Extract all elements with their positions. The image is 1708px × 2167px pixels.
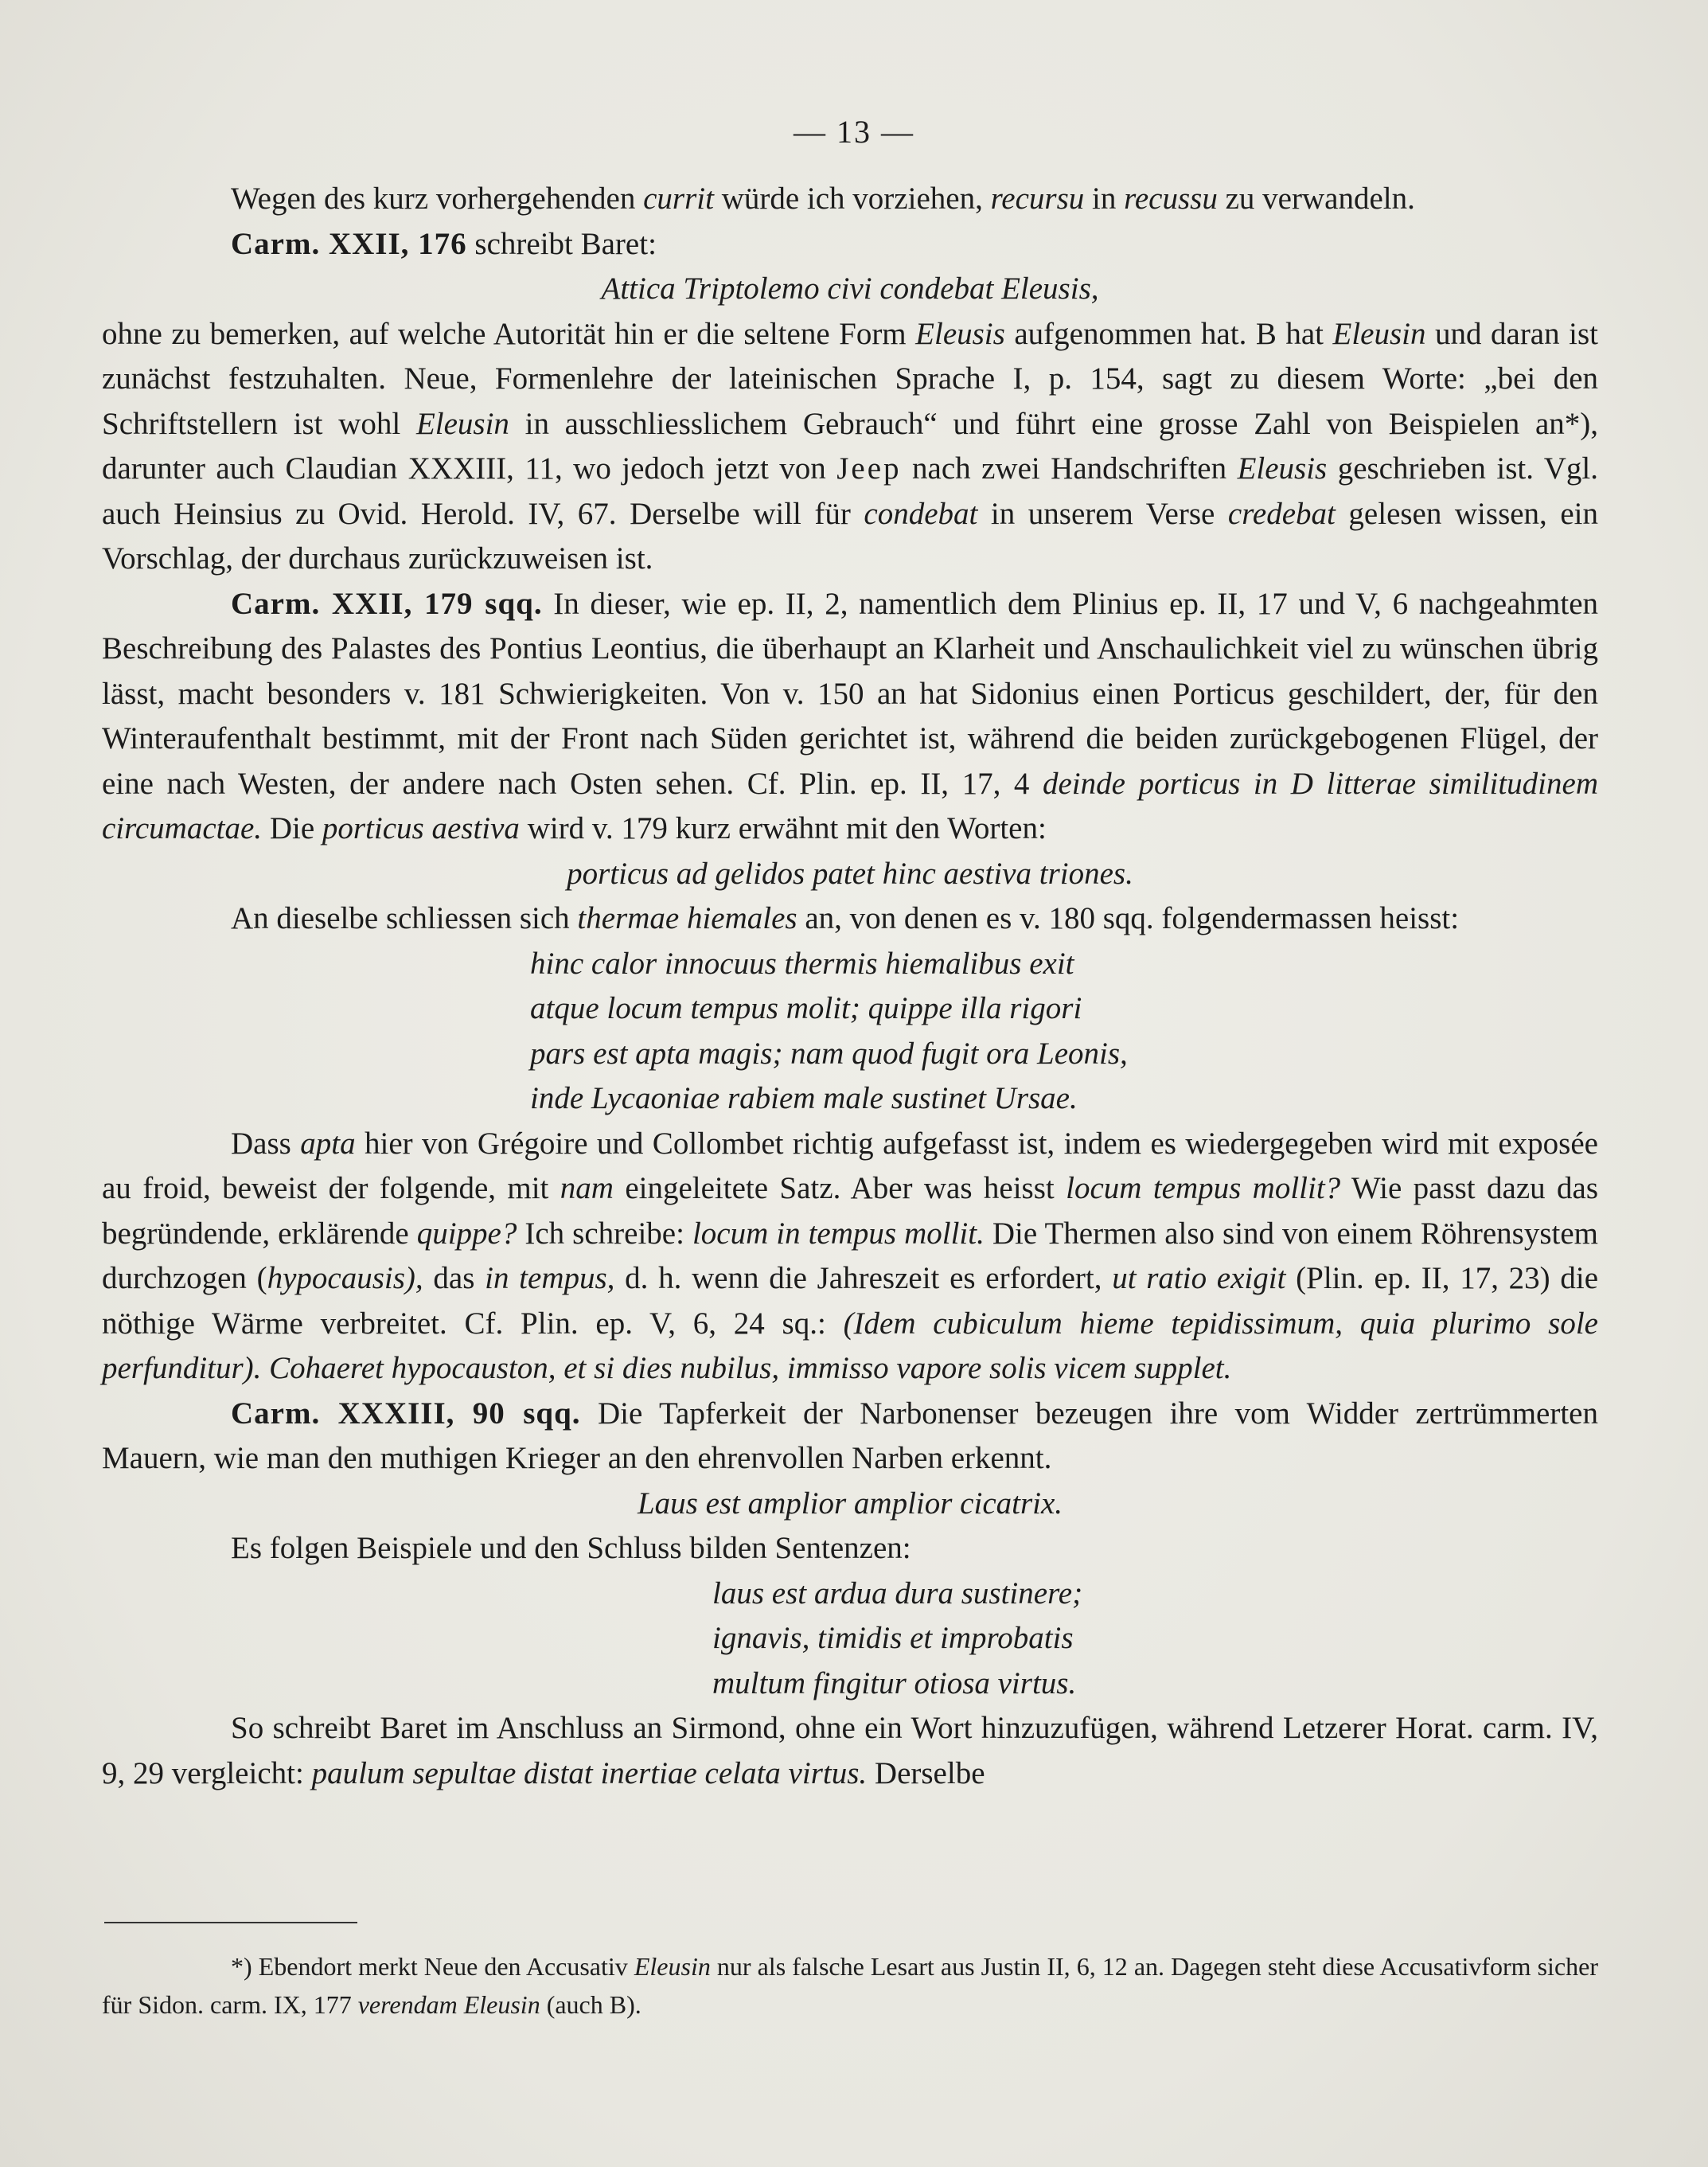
italic-recussu: recussu <box>1124 182 1218 216</box>
paragraph-2: Carm. XXII, 176 schreibt Baret: <box>231 226 657 261</box>
verse-quote-3 <box>102 942 1598 1122</box>
verse-line: inde Lycaoniae rabiem male sustinet Ursae. <box>530 1081 1078 1115</box>
verse-line: hinc calor innocuus thermis hiemalibus exit <box>530 946 1074 981</box>
verse-quote-4: Laus est amplior amplior cicatrix. <box>637 1486 1063 1521</box>
paragraph-3: ohne zu bemerken, auf welche Autorität hin er die seltene Form Eleusis aufgenommen hat. B hat Eleusin und daran ist zunächst festzuhalten. Neue, Formenlehre der lateinischen Sprache I, p. 154, sagt zu diesem Worte: „bei den Schriftstellern ist wohl Eleusin in ausschliesslichem Gebrauch“ und führt eine grosse Zahl von Beispielen an*), darunter auch Claudian XXXIII, 11, wo jedoch jetzt von Jeep nach zwei Handschriften Eleusis geschrieben ist. Vgl. auch Heinsius zu Ovid. Herold. IV, 67. Derselbe will für condebat in unserem Verse credebat gelesen wissen, ein Vorschlag, der durchaus zurückzuweisen ist. <box>102 316 1598 576</box>
section-heading-carm-xxxiii-90: Carm. XXXIII, 90 sqq. <box>231 1396 581 1431</box>
paragraph-7: Carm. XXXIII, 90 sqq. Die Tapferkeit der Narbonenser bezeugen ihre vom Widder zertrümmerten Mauern, wie man den muthigen Krieger an den ehrenvollen Narben erkennt. <box>102 1396 1598 1475</box>
verse-line: pars est apta magis; nam quod fugit ora Leonis, <box>530 1036 1128 1071</box>
section-heading-carm-xxii-179: Carm. XXII, 179 sqq. <box>231 586 543 621</box>
footnote <box>102 1947 1598 2024</box>
spaced-name-jeep: Jeep <box>836 451 902 486</box>
footnote-divider <box>104 1922 357 1923</box>
verse-quote-2: porticus ad gelidos patet hinc aestiva triones. <box>567 856 1133 891</box>
italic-currit: currit <box>643 182 714 216</box>
verse-line: laus est ardua dura sustinere; <box>712 1575 1083 1611</box>
verse-quote-5 <box>102 1572 1598 1707</box>
italic-recursu: recursu <box>990 182 1085 216</box>
paragraph-8: Es folgen Beispiele und den Schluss bilden Sentenzen: <box>231 1531 911 1565</box>
page-number: — 13 — <box>794 114 914 150</box>
section-heading-carm-xxii-176: Carm. XXII, 176 <box>231 226 467 261</box>
verse-line: atque locum tempus molit; quippe illa rigori <box>530 991 1082 1025</box>
body-text <box>102 177 1598 1796</box>
paragraph-9: So schreibt Baret im Anschluss an Sirmond, ohne ein Wort hinzuzufügen, während Letzerer Horat. carm. IV, 9, 29 vergleicht: paulum sepultae distat inertiae celata virtus. Derselbe <box>102 1711 1598 1790</box>
verse-line: ignavis, timidis et improbatis <box>712 1621 1074 1655</box>
paragraph-1: Wegen des kurz vorhergehenden currit würde ich vorziehen, recursu in recussu zu verwandeln. <box>231 182 1415 216</box>
verse-line: multum fingitur otiosa virtus. <box>712 1665 1077 1700</box>
paragraph-4: Carm. XXII, 179 sqq. In dieser, wie ep. II, 2, namentlich dem Plinius ep. II, 17 und V, 6 nachgeahmten Beschreibung des Palastes des Pontius Leontius, die überhaupt an Klarheit und Anschaulichkeit viel zu wünschen übrig lässt, macht besonders v. 181 Schwierigkeiten. Von v. 150 an hat Sidonius einen Porticus geschildert, der, für den Winteraufenthalt bestimmt, mit der Front nach Süden gerichtet ist, während die beiden zurückgebogenen Flügel, der eine nach Westen, der andere nach Osten sehen. Cf. Plin. ep. II, 17, 4 deinde porticus in D litterae similitudinem circumactae. Die porticus aestiva wird v. 179 kurz erwähnt mit den Worten: <box>102 586 1599 845</box>
paragraph-6: Dass apta hier von Grégoire und Collombet richtig aufgefasst ist, indem es wiedergegeben wird mit exposée au froid, beweist der folgende, mit nam eingeleitete Satz. Aber was heisst locum tempus mollit? Wie passt dazu das begründende, erklärende quippe? Ich schreibe: locum in tempus mollit. Die Thermen also sind von einem Röhrensystem durchzogen (hypocausis), das in tempus, d. h. wenn die Jahreszeit es erfordert, ut ratio exigit (Plin. ep. II, 17, 23) die nöthige Wärme verbreitet. Cf. Plin. ep. V, 6, 24 sq.: (Idem cubiculum hieme tepidissimum, quia plurimo sole perfunditur). Cohaeret hypocauston, et si dies nubilus, immisso vapore solis vicem supplet. <box>102 1126 1599 1385</box>
verse-quote-1: Attica Triptolemo civi condebat Eleusis, <box>601 271 1099 306</box>
paragraph-5: An dieselbe schliessen sich thermae hiemales an, von denen es v. 180 sqq. folgendermassen heisst: <box>231 901 1460 935</box>
footnote-text: *) Ebendort merkt Neue den Accusativ Eleusin nur als falsche Lesart aus Justin II, 6, 12 an. Dagegen steht diese Accusativform sicher für Sidon. carm. IX, 177 verendam Eleusin (auch B). <box>102 1952 1599 2019</box>
